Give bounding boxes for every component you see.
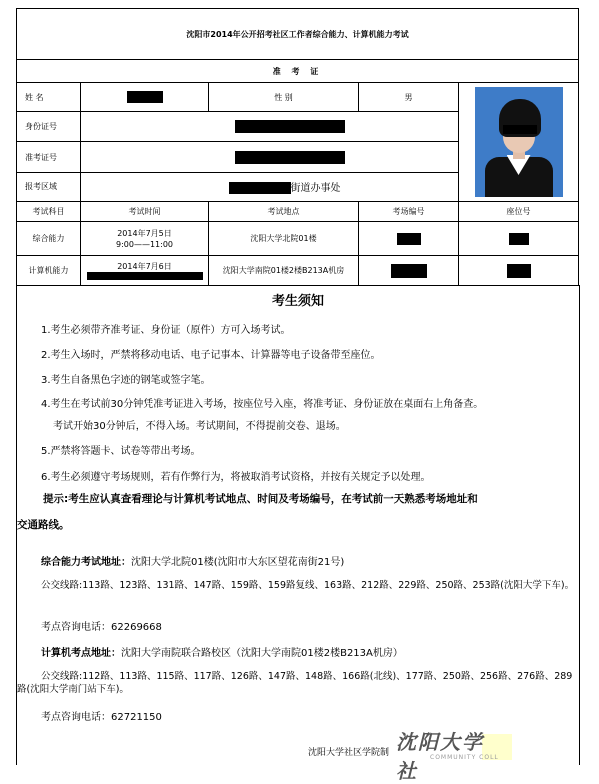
photo-redaction-bar (503, 125, 537, 134)
redaction-bar (87, 272, 203, 280)
ticket-table (16, 8, 579, 286)
row2-seat (459, 256, 579, 286)
row2-subject: 计算机能力 (17, 256, 81, 286)
notice-item: 5.严禁将答题卡、试卷等带出考场。 (41, 446, 201, 457)
tip-line-2: 交通路线。 (17, 519, 70, 531)
pc-address-label: 计算机考点地址： (41, 648, 121, 659)
region-suffix: 街道办事处 (290, 183, 341, 195)
notice-section (16, 285, 580, 765)
notice-item: 4.考生在考试前30分钟凭准考证进入考场，按座位号入座，将准考证、身份证放在桌面右上角备查。 (41, 399, 484, 410)
row1-subject: 综合能力 (17, 222, 81, 256)
row2-time (81, 256, 209, 286)
pc-bus-lines: 公交线路:112路、113路、115路、117路、126路、147路、148路、166路(北线)、177路、250路、256路、276路、289路(沈阳大学南门站下车)。 (17, 671, 573, 695)
redaction-bar (391, 264, 427, 278)
row1-time (81, 222, 209, 256)
row2-date: 2014年7月6日 (117, 262, 172, 271)
row2-room (359, 256, 459, 286)
notice-item: 6.考生必须遵守考场规则，若有作弊行为，将被取消考试资格，并按有关规定予以处理。 (41, 472, 431, 483)
tip-line-1: 提示:考生应认真查看理论与计算机考试地点、时间及考场编号，在考试前一天熟悉考场地址和 (43, 493, 478, 505)
id-label: 身份证号 (17, 112, 81, 142)
college-logo (396, 726, 504, 783)
region-label: 报考区域 (17, 172, 81, 201)
notice-item: 3.考生自备黑色字迹的钢笔或签字笔。 (41, 375, 211, 386)
redaction-bar (509, 233, 529, 245)
col-place-header: 考试地点 (209, 202, 359, 222)
name-value (81, 83, 209, 112)
pc-phone: 考点咨询电话：62721150 (41, 712, 162, 723)
ticket-subtitle: 准 考 证 (17, 60, 579, 83)
comp-phone: 考点咨询电话：62269668 (41, 622, 162, 633)
redaction-bar (127, 91, 163, 103)
redaction-bar (235, 151, 345, 164)
ticket-title: 沈阳市2014年公开招考社区工作者综合能力、计算机能力考试 (17, 9, 579, 60)
id-value (81, 112, 459, 142)
col-subject-header: 考试科目 (17, 202, 81, 222)
name-label: 姓 名 (17, 83, 81, 112)
notice-item: 1.考生必须带齐准考证、身份证（原件）方可入场考试。 (41, 325, 291, 336)
redaction-bar (229, 182, 291, 194)
redaction-bar (507, 264, 531, 278)
row1-room (359, 222, 459, 256)
notice-title: 考生须知 (271, 294, 324, 309)
row1-seat (459, 222, 579, 256)
pc-address (41, 644, 403, 659)
logo-subtitle: COMMUNITY COLL (430, 754, 499, 761)
comp-address-label: 综合能力考试地址： (41, 557, 131, 568)
row2-place: 沈阳大学南院01楼2楼B213A机房 (209, 256, 359, 286)
candidate-photo (475, 87, 563, 197)
row1-date: 2014年7月5日 (117, 228, 172, 238)
row1-place: 沈阳大学北院01楼 (209, 222, 359, 256)
comp-address (41, 553, 344, 568)
logo-title: 沈阳大学社 (396, 730, 484, 783)
redaction-bar (235, 120, 345, 133)
redaction-bar (397, 233, 421, 245)
col-seat-header: 座位号 (459, 202, 579, 222)
footer-text: 沈阳大学社区学院制 (308, 748, 390, 758)
photo-cell (459, 83, 579, 202)
region-value (81, 172, 459, 201)
comp-address-value: 沈阳大学北院01楼(沈阳市大东区望花南街21号) (131, 557, 345, 568)
ticket-number-label: 准考证号 (17, 142, 81, 172)
gender-label: 性 别 (209, 83, 359, 112)
row1-hours: 9:00——11:00 (115, 239, 174, 249)
notice-item: 2.考生入场时，严禁将移动电话、电子记事本、计算器等电子设备带至座位。 (41, 350, 381, 361)
ticket-number-value (81, 142, 459, 172)
gender-value: 男 (359, 83, 459, 112)
col-room-header: 考场编号 (359, 202, 459, 222)
notice-item: 考试开始30分钟后，不得入场。考试期间，不得提前交卷、退场。 (53, 421, 346, 432)
pc-address-value: 沈阳大学南院联合路校区（沈阳大学南院01楼2楼B213A机房） (121, 648, 403, 659)
comp-bus-lines: 公交线路:113路、123路、131路、147路、159路、159路复线、163路、212路、229路、250路、253路(沈阳大学下车)。 (41, 580, 575, 591)
col-time-header: 考试时间 (81, 202, 209, 222)
